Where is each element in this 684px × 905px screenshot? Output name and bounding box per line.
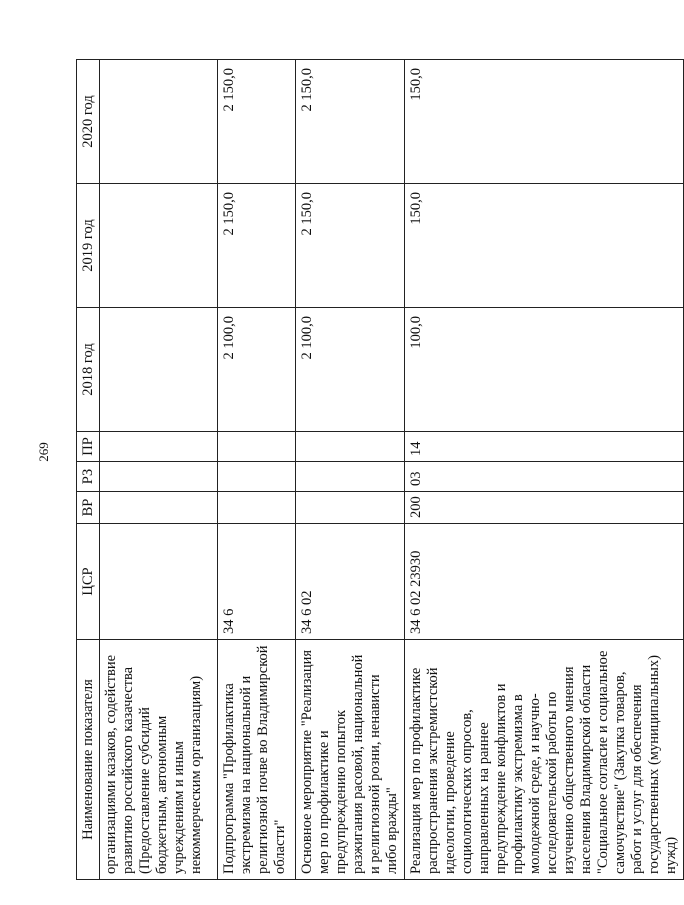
row-csr: 34 6 02 23930 xyxy=(405,524,684,640)
row-name: Реализация мер по профилактике распространения экстремистской идеологии, проведение социологических опросов, направленных на раннее предупреждение конфликтов и профилактику экстремизма в молодежной среде, и научно-исследовательской работы по изучению общественного мнения населения Владимирской области "Социальное согласие и социальное самочувствие" (Закупка товаров, работ и услуг для обеспечения государственных (муниципальных) нужд) xyxy=(405,640,684,880)
row-pr xyxy=(100,432,218,462)
row-2018: 2 100,0 xyxy=(218,308,296,432)
row-rz: 03 xyxy=(405,462,684,492)
header-pr: ПР xyxy=(77,432,100,462)
row-2019: 2 150,0 xyxy=(218,184,296,308)
budget-table xyxy=(76,59,684,880)
row-vr: 200 xyxy=(405,492,684,524)
row-csr: 34 6 xyxy=(218,524,296,640)
page-number: 269 xyxy=(36,442,51,462)
row-2020 xyxy=(100,60,218,184)
row-rz xyxy=(100,462,218,492)
rotated-table-wrapper xyxy=(76,60,679,880)
row-vr xyxy=(218,492,296,524)
row-pr: 14 xyxy=(405,432,684,462)
row-csr: 34 6 02 xyxy=(296,524,405,640)
table-row xyxy=(100,60,218,880)
header-2018: 2018 год xyxy=(77,308,100,432)
row-vr xyxy=(100,492,218,524)
header-name: Наименование показателя xyxy=(77,640,100,880)
row-pr xyxy=(296,432,405,462)
row-pr xyxy=(218,432,296,462)
row-2018: 100,0 xyxy=(405,308,684,432)
header-2019: 2019 год xyxy=(77,184,100,308)
table-header-row xyxy=(77,60,100,880)
row-rz xyxy=(218,462,296,492)
header-rz: РЗ xyxy=(77,462,100,492)
row-2020: 150,0 xyxy=(405,60,684,184)
row-2020: 2 150,0 xyxy=(296,60,405,184)
row-2020: 2 150,0 xyxy=(218,60,296,184)
row-2019 xyxy=(100,184,218,308)
row-2019: 2 150,0 xyxy=(296,184,405,308)
row-name: Подпрограмма "Профилактика экстремизма на национальной и религиозной почве во Владимирской области" xyxy=(218,640,296,880)
header-2020: 2020 год xyxy=(77,60,100,184)
table-row xyxy=(405,60,684,880)
table-row xyxy=(218,60,296,880)
header-vr: ВР xyxy=(77,492,100,524)
row-name: Основное мероприятие "Реализация мер по профилактике и предупреждению попыток разжигания расовой, национальной и религиозной розни, ненависти либо вражды" xyxy=(296,640,405,880)
table-row xyxy=(296,60,405,880)
row-name: организациями казаков, содействие развитию российского казачества (Предоставление субсидий бюджетным, автономным учреждениям и иным некоммерческим организациям) xyxy=(100,640,218,880)
header-csr: ЦСР xyxy=(77,524,100,640)
row-vr xyxy=(296,492,405,524)
row-2018 xyxy=(100,308,218,432)
row-2018: 2 100,0 xyxy=(296,308,405,432)
row-2019: 150,0 xyxy=(405,184,684,308)
row-rz xyxy=(296,462,405,492)
row-csr xyxy=(100,524,218,640)
